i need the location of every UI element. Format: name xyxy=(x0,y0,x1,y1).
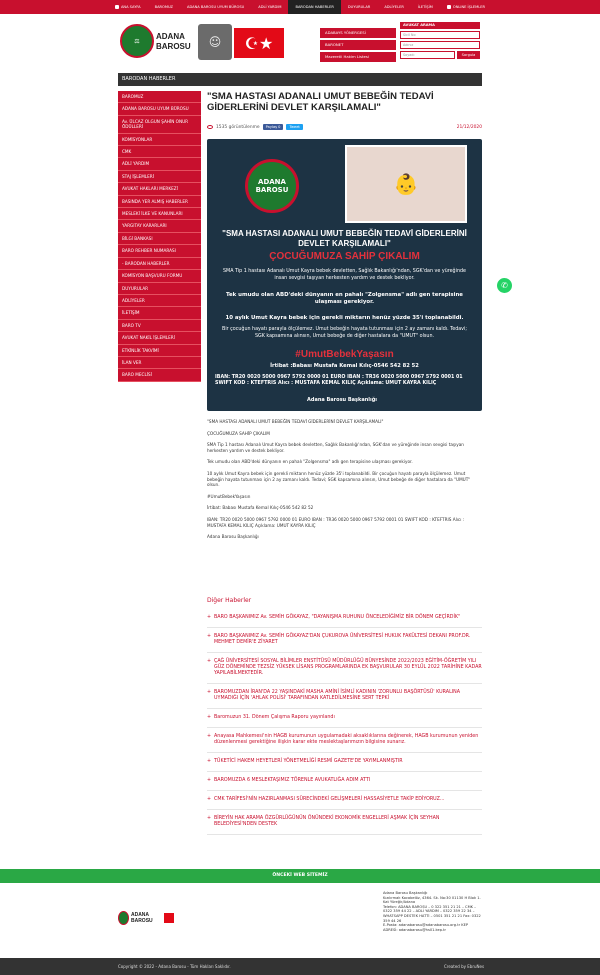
news-link[interactable]: + BAROMUZDAN İRAN'DA 22 YAŞINDAKİ MASHA AMİNİ İSİMLİ KADININ 'ZORUNLU BAŞÖRTÜSÜ' KURALINA UYMADIĞI İÇİN 'AHLAK POLİSİ' TARAFINDAN KATLEDİLMESİNE SERT TEPKİ xyxy=(207,684,482,709)
news-link[interactable]: + BİREYİN HAK ARAMA ÖZGÜRLÜĞÜNÜN ÖNÜNDEKİ EKONOMİK ENGELLERİ AŞMAK İÇİN SEYHAN BELEDİYESİ'NDEN DESTEK xyxy=(207,810,482,835)
poster-paragraph-1: SMA Tip 1 hastası Adanalı Umut Kayra bebek devletten, Sağlık Bakanlığı'ndan, SGK'dan ve yüreğinde insan sevgisi taşıyan herkesten yardım ve destek bekliyor. xyxy=(223,269,466,281)
quicklink-baronet[interactable]: BARONET xyxy=(320,40,396,50)
news-link[interactable]: + ÇAĞ ÜNİVERSİTESİ SOSYAL BİLİMLER ENSTİTÜSÜ MÜDÜRLÜĞÜ BÜNYESİNDE 2022/2023 EĞİTİM-ÖĞRETİM YILI GÜZ DÖNEMİNDE TEZSİZ YÜKSEK LİSANS PROGRAMLARINDA EK BAŞVURULAR 30 EYLÜL 2022 TARİHİNE KADAR YAPILABİLMEKTEDİR. xyxy=(207,653,482,684)
sidebar-menu xyxy=(118,91,201,382)
copyright-text: Copyright © 2022 - Adana Barosu - Tüm Hakları Saklıdır. xyxy=(118,964,231,969)
news-link[interactable]: + Baromuzun 31. Dönem Çalışma Raporu yayınlandı xyxy=(207,709,482,728)
sidebar-item-baro-tv[interactable]: BARO TV xyxy=(118,320,201,332)
nav-online-islemler[interactable]: ONLINE İŞLEMLER xyxy=(440,0,492,14)
sidebar-item-adliyeler[interactable]: ADLİYELER xyxy=(118,295,201,307)
poster-paragraph-2: Tek umudu olan ABD'deki dünyanın en pahalı "Zolgensma" adlı gen terapisine ulaşması gerekiyor. xyxy=(226,292,463,305)
top-nav xyxy=(0,0,600,14)
header xyxy=(118,18,482,68)
sidebar-item-yargitay[interactable]: YARGITAY KARARLARI xyxy=(118,220,201,232)
sidebar-item-iletisim[interactable]: İLETİŞİM xyxy=(118,307,201,319)
quicklink-adabays[interactable]: ADABAYS YÖNERGESİ xyxy=(320,28,396,38)
nav-baromuz[interactable]: BAROMUZ xyxy=(154,5,173,9)
poster-paragraph-4: Bir çocuğun hayatı parayla ölçülemez. Umut bebeğin hayata tutunması için 2 ay zamanı kaldı. Tedavi; SGK kapsamına alınsın, Umut bebeğe de diğer hastalara da "UMUT" olsun. xyxy=(222,327,467,339)
poster-subtitle: ÇOCUĞUMUZA SAHİP ÇIKALIM xyxy=(269,251,420,262)
other-news-title: Diğer Haberler xyxy=(207,597,252,604)
poster-seal: ADANA BAROSU xyxy=(245,159,299,213)
whatsapp-icon[interactable]: ✆ xyxy=(497,278,512,293)
news-link[interactable]: + BARO BAŞKANIMIZ Av. SEMİH GÖKAYAZ'DAN ÇUKUROVA ÜNİVERSİTESİ HUKUK FAKÜLTESİ DEKANI PROF.DR. MEHMET DEMİR'E ZİYARET xyxy=(207,628,482,653)
section-title: BARODAN HABERLER xyxy=(118,73,482,86)
poster-title: "SMA HASTASI ADANALI UMUT BEBEĞİN TEDAVİ GİDERLERİNİ DEVLET KARŞILAMALI" xyxy=(222,229,467,248)
bar-seal-logo[interactable]: ⚖ xyxy=(120,24,154,58)
article xyxy=(207,91,482,546)
sidebar-item-meslek-ilkeleri[interactable]: MESLEKİ İLKE VE KANUNLARI xyxy=(118,208,201,220)
sidebar-item-etkinlik[interactable]: ETKİNLİK TAKVİMİ xyxy=(118,345,201,357)
nav-duyurular[interactable]: DUYURULAR xyxy=(347,5,371,9)
previous-site-link[interactable]: ÖNCEKİ WEB SİTEMİZ xyxy=(0,869,600,883)
nav-home[interactable]: ANA SAYFA xyxy=(108,0,148,14)
monitor-icon xyxy=(447,5,451,9)
body-paragraph: IBAN: TR20 0020 5000 0967 5792 0000 01 EURO IBAN : TR36 0020 5000 0967 5792 0001 01 SWIFT KOD : KTEFTRIS Alıcı : MUSTAFA KEMAL KILIÇ Açıklama: UMUT KAYRA KILIÇ xyxy=(207,516,465,528)
footer-logo xyxy=(118,910,174,926)
search-button[interactable]: Sorgula xyxy=(457,51,480,59)
article-meta xyxy=(207,122,482,132)
sidebar-item-baromuz[interactable]: BAROMUZ xyxy=(118,91,201,103)
news-link[interactable]: + BARO BAŞKANIMIZ Av. SEMİH GÖKAYAZ, "DAYANIŞMA RUHUNU ÖNCELEDİĞİMİZ BİR DÖNEM GEÇİRDİK" xyxy=(207,609,482,628)
sidebar-item-adli-yardim[interactable]: ADLİ YARDIM xyxy=(118,158,201,170)
body-paragraph: ÇOCUĞUMUZA SAHİP ÇIKALIM xyxy=(207,430,270,436)
body-paragraph: #UmutBebekYaşasın xyxy=(207,493,251,499)
news-link[interactable]: + Anayasa Mahkemesi'nin HAGB kurumunun uygulamadaki aksaklıklarına değinerek, HAGB kurumunun yeniden düzenlenmesi gerektiğine ilişkin karar ekte meslektaşlarımızın bilgisine sunarız. xyxy=(207,728,482,753)
facebook-share-button[interactable]: Paylaş 0 xyxy=(263,124,284,130)
news-link[interactable]: + TÜKETİCİ HAKEM HEYETLERİ YÖNETMELİĞİ RESMİ GAZETE'DE YAYIMLANMIŞTIR xyxy=(207,753,482,772)
poster-paragraph-3: 10 aylık Umut Kayra bebek için gerekli miktarın henüz yüzde 35'i toplanabildi. xyxy=(225,315,464,321)
sidebar-item-barodan-haberler[interactable]: - BARODAN HABERLER xyxy=(118,258,201,270)
footer-contact: Adana Barosu Başkanlığı Kızılırmak Kocabelöz, 4364. Sk. No:30 01130 H Blok 1. Kat Yüreğir/Adana Telefon: ADANA BAROSU – 0 322 351 21 21 – CMK – 0322 359 44 22 – ADLİ YARDIM – 0322 359 22 34 – WHATSAPP DESTEK HATTI – 0501 351 21 21 Fax: 0322 359 44 26 E-Posta: adanabarosu@adanabarosu.org.tr KEP ADRESİ: adanabarosu@hs01.kep.tr xyxy=(383,891,481,932)
poster-footer: Adana Barosu Başkanlığı xyxy=(307,397,377,403)
sidebar-item-staj[interactable]: STAJ İŞLEMLERİ xyxy=(118,171,201,183)
lawyer-search xyxy=(400,22,480,59)
nav-uyum-burosu[interactable]: ADANA BAROSU UYUM BÜROSU xyxy=(187,5,245,9)
view-count: 1535 görüntülenme xyxy=(216,124,260,130)
sidebar-item-ilan[interactable]: İLAN VER xyxy=(118,357,201,369)
body-paragraph: İrtibat: Babası Mustafa Kemal Kılıç-0546 542 82 52 xyxy=(207,505,314,511)
article-body xyxy=(207,419,482,540)
sidebar-item-komisyon-basvuru[interactable]: KOMİSYON BAŞVURU FORMU xyxy=(118,270,201,282)
sidebar-item-duyurular[interactable]: DUYURULAR xyxy=(118,283,201,295)
news-link[interactable]: + BAROMUZDA 6 MESLEKTAŞIMIZ TÖRENLE AVUKATLIĞA ADIM ATTI xyxy=(207,772,482,791)
nav-adli-yardim[interactable]: ADLİ YARDIM xyxy=(258,5,282,9)
body-paragraph: 10 aylık Umut Kayra bebek için gerekli miktarın henüz yüzde 35'i toplanabildi. Bir çocuğun hayatı parayla ölçülemez. Umut bebeğin hayata tutunması için 2 ay zamanı kaldı. Tedavi; SGK kapsamına alınsın, Umut bebeğe de diğer hastalara da "UMUT" olsun. xyxy=(207,470,471,488)
sidebar-item-nakil[interactable]: AVUKAT NAKİL İŞLEMLERİ xyxy=(118,332,201,344)
sidebar-item-onur-odulleri[interactable]: Av. ÜLCAZ OLGUN ŞAHİN ONUR ÖDÜLLERİ xyxy=(118,116,201,134)
sidebar-item-basinda[interactable]: BASINDA YER ALMIŞ HABERLER xyxy=(118,196,201,208)
home-icon xyxy=(115,5,119,9)
sidebar-item-rehber[interactable]: BARO REHBER NUMARASI xyxy=(118,245,201,257)
quicklink-mazeretli-hakim[interactable]: Mazeretli Hakim Listesi xyxy=(320,52,396,62)
name-input[interactable]: Adınız xyxy=(400,41,480,49)
credit-text[interactable]: Created by EbruNes xyxy=(444,964,485,969)
body-paragraph: SMA Tip 1 hastası Adanalı Umut Kayra bebek devletten, Sağlık Bakanlığı'ndan, SGK'dan ve yüreğinde insan sevgisi taşıyan herkesten yardım ve destek bekliyor. xyxy=(207,442,464,453)
turkish-flag: ☪★ xyxy=(234,28,284,58)
surname-input[interactable]: Soyadı xyxy=(400,51,455,59)
article-poster xyxy=(207,139,482,411)
sidebar-item-avukat-haklari[interactable]: AVUKAT HAKLARI MERKEZİ xyxy=(118,183,201,195)
lawyer-search-title: AVUKAT ARAMA xyxy=(400,22,480,29)
quick-links xyxy=(320,28,396,64)
copyright-bar xyxy=(0,958,600,975)
eye-icon xyxy=(207,125,213,129)
news-link[interactable]: + CMK TARİFESİ'NİN HAZIRLANMASI SÜRECİNDEKİ GELİŞMELERİ HASSASİYETLE TAKİP EDİYORUZ... xyxy=(207,791,482,810)
bar-seal-icon xyxy=(118,911,129,925)
baby-photo: 👶 xyxy=(345,145,467,223)
ataturk-portrait: ☺ xyxy=(198,24,232,60)
sidebar-item-cmk[interactable]: CMK xyxy=(118,146,201,158)
sidebar-item-bilgi-bankasi[interactable]: BİLGİ BANKASI xyxy=(118,233,201,245)
nav-barodan-haberler[interactable]: BARODAN HABERLER xyxy=(288,0,340,14)
nav-adliyeler[interactable]: ADLİYELER xyxy=(384,5,404,9)
body-paragraph: "SMA HASTASI ADANALI UMUT BEBEĞİN TEDAVİ GİDERLERİNİ DEVLET KARŞILAMALI" xyxy=(207,419,384,424)
body-paragraph: Adana Barosu Başkanlığı xyxy=(207,534,259,540)
sidebar-item-meclis[interactable]: BARO MECLİSİ xyxy=(118,369,201,381)
body-paragraph: Tek umudu olan ABD'deki dünyanın en pahalı "Zolgensma" adlı gen terapisine ulaşması gerekiyor. xyxy=(207,459,413,465)
poster-hashtag: #UmutBebekYaşasın xyxy=(295,349,394,360)
poster-contact: İrtibat :Babası Mustafa Kemal Kılıç-0546 542 82 52 xyxy=(270,363,419,369)
sidebar-item-uyum-burosu[interactable]: ADANA BAROSU UYUM BÜROSU xyxy=(118,103,201,115)
article-title: "SMA HASTASI ADANALI UMUT BEBEĞİN TEDAVİ GİDERLERİNİ DEVLET KARŞILAMALI" xyxy=(207,91,434,113)
sicil-no-input[interactable]: Sicil No xyxy=(400,31,480,39)
brand-title[interactable]: ADANA BAROSU xyxy=(156,32,191,51)
tweet-button[interactable]: Tweet xyxy=(286,124,302,130)
article-date: 21/12/2020 xyxy=(456,124,482,130)
footer-brand: ADANA BAROSU xyxy=(130,912,153,924)
poster-bank-info: IBAN: TR20 0020 5000 0967 5792 0000 01 EURO IBAN : TR36 0020 5000 0967 5792 0001 01 SWIFT KOD : KTEFTRIS Alıcı : MUSTAFA KEMAL KILIÇ Açıklama: UMUT KAYRA KILIÇ xyxy=(215,375,463,386)
other-news-list xyxy=(207,609,482,835)
nav-iletisim[interactable]: İLETİŞİM xyxy=(417,5,433,9)
sidebar-item-komisyonlar[interactable]: KOMİSYONLAR xyxy=(118,134,201,146)
flag-icon xyxy=(164,913,174,923)
